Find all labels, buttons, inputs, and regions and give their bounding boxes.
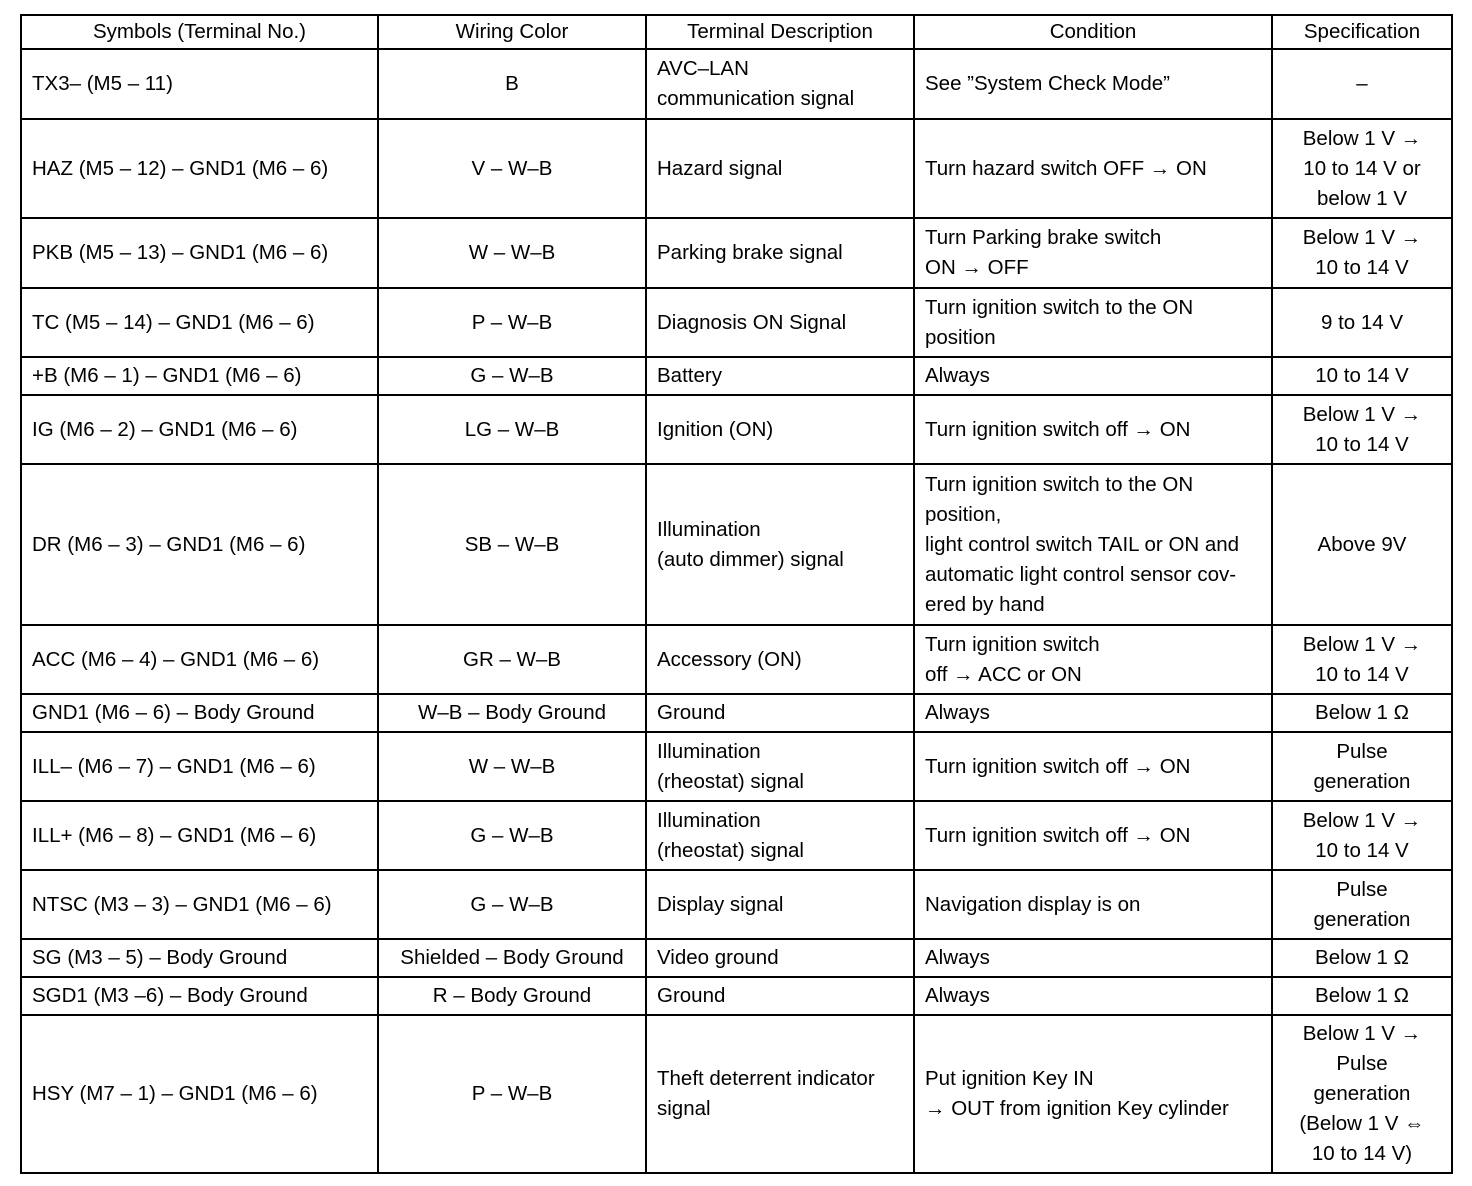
table-row [21, 49, 1452, 119]
spec-line: 10 to 14 V [1315, 364, 1409, 387]
condition-line: light control switch TAIL or ON and [925, 532, 1240, 556]
cell-description [646, 218, 914, 288]
cell-description [646, 732, 914, 801]
cell-symbol: HSY (M7 – 1) – GND1 (M6 – 6) [21, 1015, 378, 1173]
description-line: signal [657, 1097, 711, 1120]
cell-symbol: PKB (M5 – 13) – GND1 (M6 – 6) [21, 218, 378, 288]
cell-specification [1272, 939, 1452, 977]
cell-description [646, 464, 914, 625]
condition-line: Turn Parking brake switch [925, 226, 1162, 249]
condition-line: Always [925, 701, 990, 724]
condition-line: Navigation display is on [925, 892, 1141, 916]
condition-line: Always [925, 984, 990, 1007]
spec-line: 10 to 14 V or [1303, 156, 1421, 180]
description-line: Diagnosis ON Signal [657, 310, 847, 334]
spec-line: – [1356, 72, 1368, 95]
cell-description [646, 939, 914, 977]
condition-line: Turn hazard switch OFF → ON [925, 156, 1207, 180]
cell-symbol: SGD1 (M3 –6) – Body Ground [21, 977, 378, 1015]
cell-wiring-color: P – W–B [378, 1015, 646, 1173]
cell-symbol: IG (M6 – 2) – GND1 (M6 – 6) [21, 395, 378, 464]
cell-description [646, 288, 914, 357]
cell-condition [914, 870, 1272, 939]
cell-specification [1272, 1015, 1452, 1173]
cell-symbol: DR (M6 – 3) – GND1 (M6 – 6) [21, 464, 378, 625]
cell-specification [1272, 357, 1452, 395]
cell-description [646, 977, 914, 1015]
header-terminal-description: Terminal Description [646, 15, 914, 49]
condition-line: Put ignition Key IN [925, 1067, 1094, 1090]
cell-condition [914, 464, 1272, 625]
spec-line: Below 1 V → [1302, 126, 1422, 150]
description-line: Illumination [657, 517, 761, 541]
table-row [21, 732, 1452, 801]
cell-description [646, 1015, 914, 1173]
header-row [21, 15, 1452, 49]
spec-line: 10 to 14 V [1315, 838, 1409, 862]
table-row [21, 464, 1452, 625]
cell-condition [914, 49, 1272, 119]
cell-wiring-color: W – W–B [378, 732, 646, 801]
condition-line: Turn ignition switch off → ON [925, 823, 1191, 847]
cell-specification [1272, 732, 1452, 801]
spec-line: below 1 V [1316, 186, 1408, 210]
cell-condition [914, 694, 1272, 732]
table-row [21, 625, 1452, 694]
cell-description [646, 625, 914, 694]
description-line: Theft deterrent indicator [657, 1067, 875, 1090]
condition-line: Always [925, 946, 990, 969]
cell-symbol: SG (M3 – 5) – Body Ground [21, 939, 378, 977]
condition-line: automatic light control sensor cov- [925, 562, 1237, 586]
spec-line: Below 1 Ω [1315, 701, 1409, 724]
table-row [21, 288, 1452, 357]
cell-description [646, 357, 914, 395]
cell-description [646, 119, 914, 218]
spec-line: (Below 1 V ⇔ [1299, 1112, 1425, 1135]
cell-specification [1272, 977, 1452, 1015]
cell-wiring-color: SB – W–B [378, 464, 646, 625]
description-line: AVC–LAN [657, 57, 749, 80]
spec-line: Pulse [1336, 1052, 1388, 1075]
cell-condition [914, 357, 1272, 395]
terminal-spec-table [20, 14, 1453, 1174]
header-specification: Specification [1272, 15, 1452, 49]
header-condition: Condition [914, 15, 1272, 49]
cell-condition [914, 119, 1272, 218]
cell-description [646, 870, 914, 939]
description-line: Parking brake signal [657, 241, 843, 264]
spec-line: Below 1 V → [1302, 632, 1422, 656]
spec-line: Above 9V [1317, 532, 1407, 556]
condition-line: → OUT from ignition Key cylinder [925, 1097, 1229, 1120]
description-line: Display signal [657, 892, 784, 916]
condition-line: Turn ignition switch to the ON [925, 295, 1194, 319]
spec-line: generation [1313, 769, 1411, 793]
cell-description [646, 395, 914, 464]
cell-description [646, 801, 914, 870]
condition-line: ered by hand [925, 592, 1045, 616]
description-line: (rheostat) signal [657, 838, 804, 862]
spec-line: Below 1 V → [1302, 226, 1422, 249]
cell-wiring-color: GR – W–B [378, 625, 646, 694]
cell-wiring-color: LG – W–B [378, 395, 646, 464]
cell-wiring-color: V – W–B [378, 119, 646, 218]
description-line: (rheostat) signal [657, 769, 804, 793]
table-row [21, 801, 1452, 870]
description-line: Hazard signal [657, 156, 783, 180]
condition-line: ON → OFF [925, 256, 1029, 279]
condition-line: Turn ignition switch off → ON [925, 754, 1191, 778]
cell-wiring-color: G – W–B [378, 801, 646, 870]
cell-specification [1272, 464, 1452, 625]
cell-wiring-color: P – W–B [378, 288, 646, 357]
description-line: Battery [657, 364, 722, 387]
spec-line: Below 1 V → [1302, 808, 1422, 832]
spec-line: 10 to 14 V) [1311, 1142, 1413, 1165]
table-body [21, 49, 1452, 1173]
condition-line: Turn ignition switch off → ON [925, 417, 1191, 441]
cell-condition [914, 218, 1272, 288]
table-row [21, 939, 1452, 977]
table-row [21, 395, 1452, 464]
cell-symbol: GND1 (M6 – 6) – Body Ground [21, 694, 378, 732]
condition-line: Turn ignition switch to the ON [925, 472, 1194, 496]
spec-line: 9 to 14 V [1320, 310, 1404, 334]
cell-wiring-color: B [378, 49, 646, 119]
cell-condition [914, 977, 1272, 1015]
cell-wiring-color: G – W–B [378, 870, 646, 939]
spec-line: Pulse [1336, 739, 1388, 763]
table-row [21, 357, 1452, 395]
cell-symbol: HAZ (M5 – 12) – GND1 (M6 – 6) [21, 119, 378, 218]
spec-line: generation [1313, 907, 1411, 931]
spec-line: 10 to 14 V [1315, 662, 1409, 686]
cell-condition [914, 732, 1272, 801]
description-line: (auto dimmer) signal [657, 547, 844, 571]
condition-line: See ”System Check Mode” [925, 72, 1170, 95]
cell-condition [914, 801, 1272, 870]
cell-symbol: ILL– (M6 – 7) – GND1 (M6 – 6) [21, 732, 378, 801]
table-row [21, 218, 1452, 288]
cell-symbol: NTSC (M3 – 3) – GND1 (M6 – 6) [21, 870, 378, 939]
description-line: Illumination [657, 739, 761, 763]
cell-description [646, 49, 914, 119]
table-row [21, 870, 1452, 939]
spec-line: Below 1 V → [1302, 1022, 1422, 1045]
cell-symbol: ILL+ (M6 – 8) – GND1 (M6 – 6) [21, 801, 378, 870]
description-line: communication signal [657, 87, 855, 110]
description-line: Video ground [657, 946, 779, 969]
cell-specification [1272, 694, 1452, 732]
description-line: Illumination [657, 808, 761, 832]
condition-line: Turn ignition switch [925, 632, 1100, 656]
cell-description [646, 694, 914, 732]
cell-specification [1272, 625, 1452, 694]
cell-specification [1272, 119, 1452, 218]
table-row [21, 694, 1452, 732]
spec-line: Below 1 Ω [1315, 984, 1409, 1007]
cell-symbol: TX3– (M5 – 11) [21, 49, 378, 119]
spec-line: Below 1 V → [1302, 402, 1422, 426]
cell-specification [1272, 801, 1452, 870]
spec-line: Pulse [1336, 877, 1388, 901]
cell-condition [914, 1015, 1272, 1173]
table-row [21, 1015, 1452, 1173]
table-row [21, 977, 1452, 1015]
cell-specification [1272, 288, 1452, 357]
condition-line: Always [925, 364, 990, 387]
cell-symbol: ACC (M6 – 4) – GND1 (M6 – 6) [21, 625, 378, 694]
spec-line: Below 1 Ω [1315, 946, 1409, 969]
condition-line: position, [925, 502, 1002, 526]
cell-wiring-color: W – W–B [378, 218, 646, 288]
cell-symbol: TC (M5 – 14) – GND1 (M6 – 6) [21, 288, 378, 357]
spec-line: 10 to 14 V [1315, 432, 1409, 456]
description-line: Accessory (ON) [657, 647, 802, 671]
header-symbols: Symbols (Terminal No.) [21, 15, 378, 49]
description-line: Ground [657, 984, 726, 1007]
spec-line: generation [1313, 1082, 1411, 1105]
cell-condition [914, 939, 1272, 977]
cell-condition [914, 625, 1272, 694]
cell-specification [1272, 218, 1452, 288]
cell-wiring-color: R – Body Ground [378, 977, 646, 1015]
cell-symbol: +B (M6 – 1) – GND1 (M6 – 6) [21, 357, 378, 395]
cell-specification [1272, 395, 1452, 464]
condition-line: position [925, 325, 996, 349]
cell-wiring-color: W–B – Body Ground [378, 694, 646, 732]
cell-wiring-color: G – W–B [378, 357, 646, 395]
cell-specification [1272, 49, 1452, 119]
table-row [21, 119, 1452, 218]
spec-line: 10 to 14 V [1315, 256, 1409, 279]
description-line: Ground [657, 701, 726, 724]
condition-line: off → ACC or ON [925, 662, 1082, 686]
cell-wiring-color: Shielded – Body Ground [378, 939, 646, 977]
cell-condition [914, 288, 1272, 357]
cell-condition [914, 395, 1272, 464]
description-line: Ignition (ON) [657, 417, 774, 441]
header-wiring-color: Wiring Color [378, 15, 646, 49]
cell-specification [1272, 870, 1452, 939]
